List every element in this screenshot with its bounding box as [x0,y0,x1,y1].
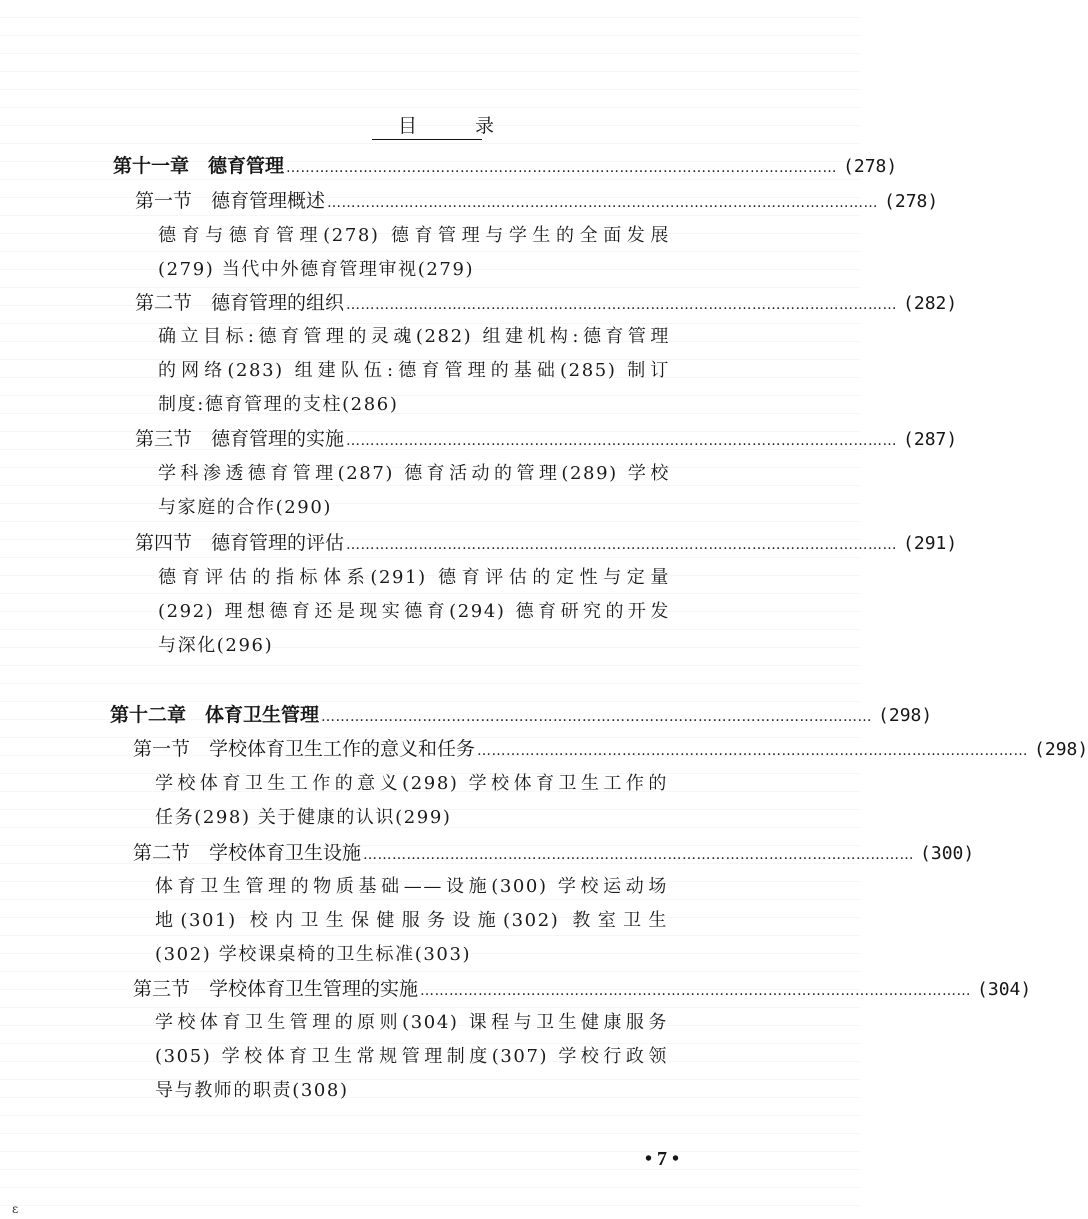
section-label: 第一节 [133,738,191,760]
section-11-1-entry[interactable] [135,189,939,215]
detail-line: 学科渗透德育管理(287) 德育活动的管理(289) 学校 [158,463,670,484]
dot-leader: …………………………………………………………………………………………………… [286,160,838,176]
section-label: 第一节 [135,190,193,212]
chapter-title: 体育卫生管理 [205,704,320,726]
detail-line: 与深化(296) [158,635,274,656]
detail-line: 与家庭的合作(290) [158,497,333,518]
page-number: (278) [843,156,898,177]
chapter-12-entry[interactable] [110,703,933,729]
page-number: (300) [920,843,975,864]
toc-title: 目 录 [372,113,482,140]
section-12-1-entry[interactable] [133,737,1088,763]
page-number: (304) [977,979,1032,1000]
page-number: (282) [903,293,958,314]
detail-line: 学校体育卫生工作的意义(298) 学校体育卫生工作的 [155,773,668,794]
dot-leader: …………………………………………………………………………………………………… [346,433,898,449]
section-label: 第三节 [135,428,193,450]
dot-leader: …………………………………………………………………………………………………… [346,297,898,313]
chapter-11-entry[interactable] [113,154,898,180]
section-12-3-entry[interactable] [133,977,1032,1003]
detail-line: 体育卫生管理的物质基础——设施(300) 学校运动场 [155,876,668,897]
dot-leader: …………………………………………………………………………………………………… [327,195,879,211]
section-12-3-details [155,1006,668,1108]
detail-line: (292) 理想德育还是现实德育(294) 德育研究的开发 [158,601,670,622]
section-title: 德育管理概述 [211,190,326,212]
section-label: 第二节 [133,842,191,864]
section-11-2-entry[interactable] [135,291,958,317]
section-title: 学校体育卫生管理的实施 [209,978,419,1000]
section-label: 第三节 [133,978,191,1000]
detail-line: 导与教师的职责(308) [155,1080,349,1101]
page-number: (278) [884,191,939,212]
section-11-1-details [158,219,670,287]
section-label: 第四节 [135,532,193,554]
section-title: 德育管理的组织 [211,292,345,314]
chapter-title: 德育管理 [208,155,285,177]
detail-line: 学校体育卫生管理的原则(304) 课程与卫生健康服务 [155,1012,668,1033]
section-11-4-details [158,561,670,663]
dot-leader: …………………………………………………………………………………………………… [346,537,898,553]
detail-line: 德育评估的指标体系(291) 德育评估的定性与定量 [158,567,670,588]
section-title: 学校体育卫生工作的意义和任务 [209,738,476,760]
section-12-1-details [155,767,668,835]
section-title: 德育管理的实施 [211,428,345,450]
chapter-label: 第十二章 [110,704,187,726]
section-12-2-details [155,870,668,972]
dot-leader: …………………………………………………………………………………………………… [363,847,915,863]
scan-specks: ɛ [12,1202,19,1216]
detail-line: (302) 学校课桌椅的卫生标准(303) [155,944,472,965]
detail-line: 地(301) 校内卫生保健服务设施(302) 教室卫生 [155,910,668,931]
page-number: (287) [903,429,958,450]
detail-line: (305) 学校体育卫生常规管理制度(307) 学校行政领 [155,1046,668,1067]
detail-line: 制度:德育管理的支柱(286) [158,394,399,415]
section-11-3-details [158,457,670,525]
section-11-3-entry[interactable] [135,427,958,453]
page-folio: • 7 • [645,1148,680,1170]
page-number: (298) [1034,739,1088,760]
dot-leader: …………………………………………………………………………………………………… [321,709,873,725]
detail-line: 的网络(283) 组建队伍:德育管理的基础(285) 制订 [158,360,670,381]
section-title: 学校体育卫生设施 [209,842,362,864]
chapter-label: 第十一章 [113,155,190,177]
section-11-4-entry[interactable] [135,531,958,557]
detail-line: (279) 当代中外德育管理审视(279) [158,259,475,280]
detail-line: 任务(298) 关于健康的认识(299) [155,807,452,828]
detail-line: 确立目标:德育管理的灵魂(282) 组建机构:德育管理 [158,326,670,347]
section-label: 第二节 [135,292,193,314]
detail-line: 德育与德育管理(278) 德育管理与学生的全面发展 [158,225,670,246]
dot-leader: …………………………………………………………………………………………………… [477,743,1029,759]
dot-leader: …………………………………………………………………………………………………… [420,983,972,999]
section-title: 德育管理的评估 [211,532,345,554]
page-number: (291) [903,533,958,554]
section-11-2-details [158,320,670,422]
page-number: (298) [878,705,933,726]
section-12-2-entry[interactable] [133,841,975,867]
